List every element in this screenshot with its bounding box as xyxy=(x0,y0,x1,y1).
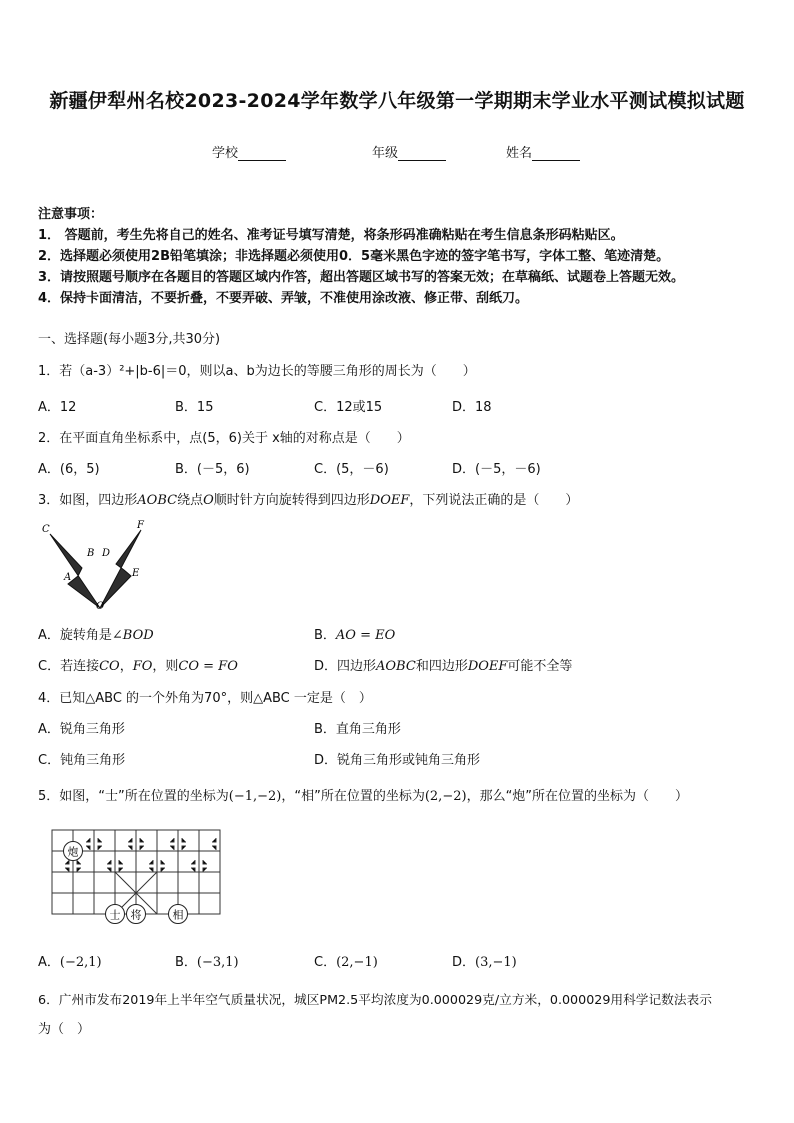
name-label: 姓名 xyxy=(506,146,533,161)
notice-item: 2．选择题必须使用2B铅笔填涂；非选择题必须使用0．5毫米黑色字迹的签字笔书写，字体工整、笔迹清楚。 xyxy=(38,249,670,264)
option-text: B． xyxy=(175,955,197,970)
grade-blank xyxy=(398,148,446,161)
q5-option-b xyxy=(175,951,239,970)
name-field xyxy=(506,142,580,161)
q3-stem-part: 绕点 xyxy=(177,493,204,508)
notice-item: 3．请按照题号顺序在各题目的答题区域内作答，超出答题区域书写的答案无效；在草稿纸、试题卷上答题无效。 xyxy=(38,270,685,285)
option-math: ∠BOD xyxy=(111,628,154,643)
option-math: AO = EO xyxy=(335,628,396,643)
page-title: 新疆伊犁州名校2023-2024学年数学八年级第一学期期末学业水平测试模拟试题 xyxy=(49,90,745,112)
q5-chessboard-figure xyxy=(48,826,224,926)
figure-label: F xyxy=(137,520,144,531)
q4-option-d: D．锐角三角形或钝角三角形 xyxy=(314,753,481,768)
q2-option-c: C．(5，－6) xyxy=(314,462,389,477)
notice-item: 1． 答题前，考生先将自己的姓名、准考证号填写清楚，将条形码准确粘贴在考生信息条形码粘贴区。 xyxy=(38,228,624,243)
q1-option-d: D．18 xyxy=(452,400,492,415)
name-blank xyxy=(532,148,580,161)
option-math: FO xyxy=(132,659,153,674)
grade-label: 年级 xyxy=(372,146,399,161)
q2-option-b: B．(－5，6) xyxy=(175,462,250,477)
q3-option-c xyxy=(38,655,238,674)
question-5-stem xyxy=(38,785,688,804)
grade-field xyxy=(372,142,446,161)
chess-piece-pao xyxy=(64,842,83,861)
option-text: C．若连接 xyxy=(38,659,100,674)
q5-option-d xyxy=(452,951,517,970)
figure-label: E xyxy=(132,568,140,579)
q4-option-b: B．直角三角形 xyxy=(314,722,401,737)
option-text: A．旋转角是 xyxy=(38,628,112,643)
q3-rotation-figure xyxy=(36,516,156,616)
option-text: ，则 xyxy=(152,659,179,674)
figure-label: C xyxy=(42,524,50,535)
q3-math: O xyxy=(203,493,214,508)
q3-option-a xyxy=(38,624,154,643)
q3-stem-part: 顺时针方向旋转得到四边形 xyxy=(213,493,370,508)
option-text: A． xyxy=(38,955,60,970)
q2-option-d: D．(－5，－6) xyxy=(452,462,541,477)
piece-label: 炮 xyxy=(67,845,79,859)
q4-option-a: A．锐角三角形 xyxy=(38,722,125,737)
option-math: CO xyxy=(99,659,120,674)
q5-option-c xyxy=(314,951,378,970)
notice-heading: 注意事项： xyxy=(38,207,104,222)
question-3-stem xyxy=(38,489,578,508)
figure-label: O xyxy=(96,601,105,612)
q5-option-a xyxy=(38,951,102,970)
piece-label: 相 xyxy=(172,908,184,922)
q5-stem-part: 5．如图，“士”所在位置的坐标为 xyxy=(38,789,229,804)
option-text: D． xyxy=(452,955,476,970)
q4-option-c: C．钝角三角形 xyxy=(38,753,126,768)
q3-option-d xyxy=(314,655,572,674)
q2-option-a: A．(6，5) xyxy=(38,462,100,477)
piece-label: 士 xyxy=(109,908,121,922)
chess-piece-xiang xyxy=(169,905,188,924)
q3-option-b xyxy=(314,624,395,643)
chess-piece-shi xyxy=(106,905,125,924)
school-label: 学校 xyxy=(212,146,239,161)
q5-stem-part: ，那么“炮”所在位置的坐标为（ ） xyxy=(466,789,689,804)
question-6-stem-continued: 为（ ） xyxy=(38,1022,91,1037)
q3-math: DOEF xyxy=(369,493,410,508)
position-markers xyxy=(65,838,216,872)
option-text: ， xyxy=(119,659,133,674)
option-math: (−3,1) xyxy=(196,955,239,970)
option-math: DOEF xyxy=(467,659,508,674)
figure-label: A xyxy=(64,572,72,583)
section-heading: 一、选择题(每小题3分,共30分) xyxy=(38,332,221,347)
question-1-stem: 1．若（a-3）²+|b-6|＝0，则以a、b为边长的等腰三角形的周长为（ ） xyxy=(38,364,476,379)
q1-option-c: C．12或15 xyxy=(314,400,383,415)
q5-stem-part: ，“相”所在位置的坐标为 xyxy=(281,789,425,804)
option-text: 和四边形 xyxy=(415,659,468,674)
question-4-stem: 4．已知△ABC 的一个外角为70°，则△ABC 一定是（ ） xyxy=(38,691,372,706)
q3-stem-part: 3．如图，四边形 xyxy=(38,493,138,508)
option-math: (3,−1) xyxy=(475,955,517,970)
quadrilateral-aobc xyxy=(50,534,100,608)
q3-stem-part: ，下列说法正确的是（ ） xyxy=(409,493,579,508)
option-text: D．四边形 xyxy=(314,659,377,674)
q5-coordinate: (−1,−2) xyxy=(228,789,282,804)
question-2-stem: 2．在平面直角坐标系中，点(5，6)关于 x轴的对称点是（ ） xyxy=(38,431,410,446)
school-blank xyxy=(238,148,286,161)
option-text: B． xyxy=(314,628,336,643)
option-math: CO = FO xyxy=(178,659,238,674)
figure-label: D xyxy=(102,548,111,559)
option-text: 可能不全等 xyxy=(507,659,573,674)
option-text: C． xyxy=(314,955,337,970)
question-6-stem: 6．广州市发布2019年上半年空气质量状况，城区PM2.5平均浓度为0.000029克/立方米，0.000029用科学记数法表示 xyxy=(38,992,712,1007)
option-math: (−2,1) xyxy=(59,955,102,970)
q5-coordinate: (2,−2) xyxy=(424,789,467,804)
q1-option-a: A．12 xyxy=(38,400,77,415)
q1-option-b: B．15 xyxy=(175,400,214,415)
piece-label: 将 xyxy=(130,908,142,922)
notice-item: 4．保持卡面清洁，不要折叠，不要弄破、弄皱，不准使用涂改液、修正带、刮纸刀。 xyxy=(38,291,529,306)
school-field xyxy=(212,142,286,161)
option-math: AOBC xyxy=(376,659,416,674)
q3-math: AOBC xyxy=(137,493,178,508)
figure-label: B xyxy=(87,548,95,559)
option-math: (2,−1) xyxy=(336,955,378,970)
chess-piece-jiang xyxy=(127,905,146,924)
